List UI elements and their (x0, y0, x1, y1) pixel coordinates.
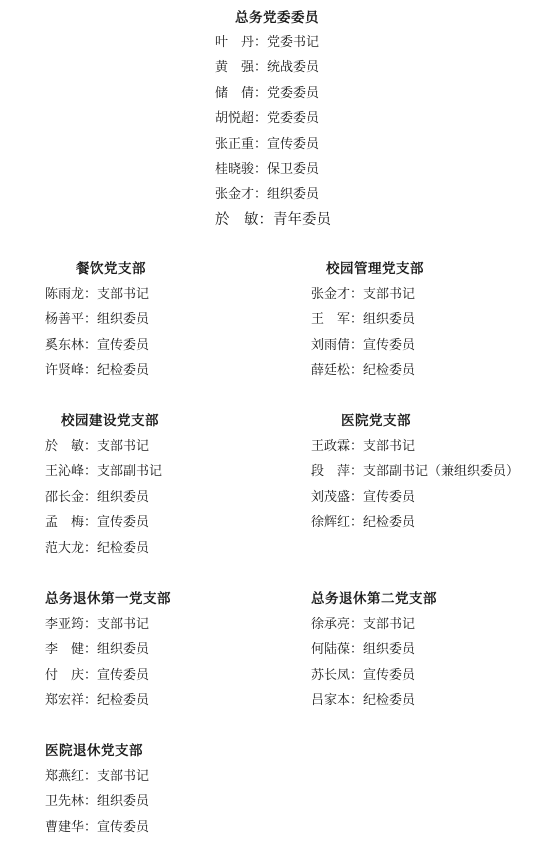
branch-title: 校园管理党支部 (326, 261, 424, 277)
branch-retired-second (311, 588, 437, 714)
branch-member: 王政霖：支部书记 (311, 439, 416, 454)
branch-member-list (311, 282, 424, 384)
branch-member: 孟 梅：宣传委员 (45, 515, 150, 531)
branch-title: 总务退休第二党支部 (311, 591, 437, 607)
branch-member-list (45, 764, 149, 840)
branch-title: 餐饮党支部 (76, 261, 146, 277)
branch-catering (45, 258, 149, 384)
branch-member: 苏长凤：宣传委员 (311, 667, 416, 683)
branch-title: 总务退休第一党支部 (45, 591, 171, 607)
branch-member-list (311, 612, 437, 714)
branch-member: 王沁峰：支部副书记 (45, 464, 163, 480)
branch-campus-management (311, 258, 424, 384)
branch-member-list (311, 434, 519, 536)
branch-member: 李亚筠：支部书记 (45, 617, 150, 632)
branch-member: 陈雨龙：支部书记 (45, 287, 150, 302)
committee-member: 於 敏：青年委员 (215, 211, 331, 228)
branch-member: 吕家本：纪检委员 (311, 693, 416, 709)
branch-member: 刘茂盛：宣传委员 (311, 489, 416, 505)
branch-member: 薛廷松：纪检委员 (311, 363, 416, 379)
branch-member: 邵长金：组织委员 (45, 489, 150, 505)
committee-member: 黄 强：统战委员 (215, 60, 320, 76)
branch-member: 於 敏：支部书记 (45, 439, 150, 454)
branch-member: 刘雨倩：宣传委员 (311, 337, 416, 353)
branch-retired-first (45, 588, 171, 714)
branch-member-list (45, 612, 171, 714)
branch-member: 许贤峰：纪检委员 (45, 363, 150, 379)
branch-title: 医院退休党支部 (45, 743, 143, 759)
committee-member: 叶 丹：党委书记 (215, 35, 320, 50)
committee-member-list (215, 30, 331, 233)
branch-member: 李 健：组织委员 (45, 642, 150, 658)
branch-title: 校园建设党支部 (61, 413, 159, 429)
branch-member: 郑燕红：支部书记 (45, 769, 150, 784)
branch-member: 卫先林：组织委员 (45, 794, 150, 810)
branch-member: 郑宏祥：纪检委员 (45, 693, 150, 709)
branch-member: 付 庆：宣传委员 (45, 667, 150, 683)
committee-member: 储 倩：党委委员 (215, 85, 320, 101)
branch-member: 徐承亮：支部书记 (311, 617, 416, 632)
branch-member: 奚东林：宣传委员 (45, 337, 150, 353)
branch-member: 何陆葆：组织委员 (311, 642, 416, 658)
branch-member: 徐辉红：纪检委员 (311, 515, 416, 531)
committee-member: 张正重：宣传委员 (215, 136, 320, 152)
branch-member: 杨善平：组织委员 (45, 312, 150, 328)
branch-member: 王 军：组织委员 (311, 312, 416, 328)
branch-member: 张金才：支部书记 (311, 287, 416, 302)
branch-member-list (45, 282, 149, 384)
committee-member: 桂晓骏：保卫委员 (215, 161, 320, 177)
branch-member: 曹建华：宣传委员 (45, 819, 150, 835)
committee-member: 胡悦超：党委委员 (215, 111, 320, 127)
branch-hospital (311, 410, 519, 536)
branch-hospital-retired (45, 740, 149, 840)
branch-member: 范大龙：纪检委员 (45, 540, 150, 556)
committee-title: 总务党委委员 (235, 10, 319, 26)
committee-member: 张金才：组织委员 (215, 187, 320, 203)
branch-member-list (45, 434, 162, 561)
branch-campus-construction (45, 410, 162, 561)
branch-member: 段 萍：支部副书记（兼组织委员） (311, 464, 520, 480)
branch-title: 医院党支部 (341, 413, 411, 429)
